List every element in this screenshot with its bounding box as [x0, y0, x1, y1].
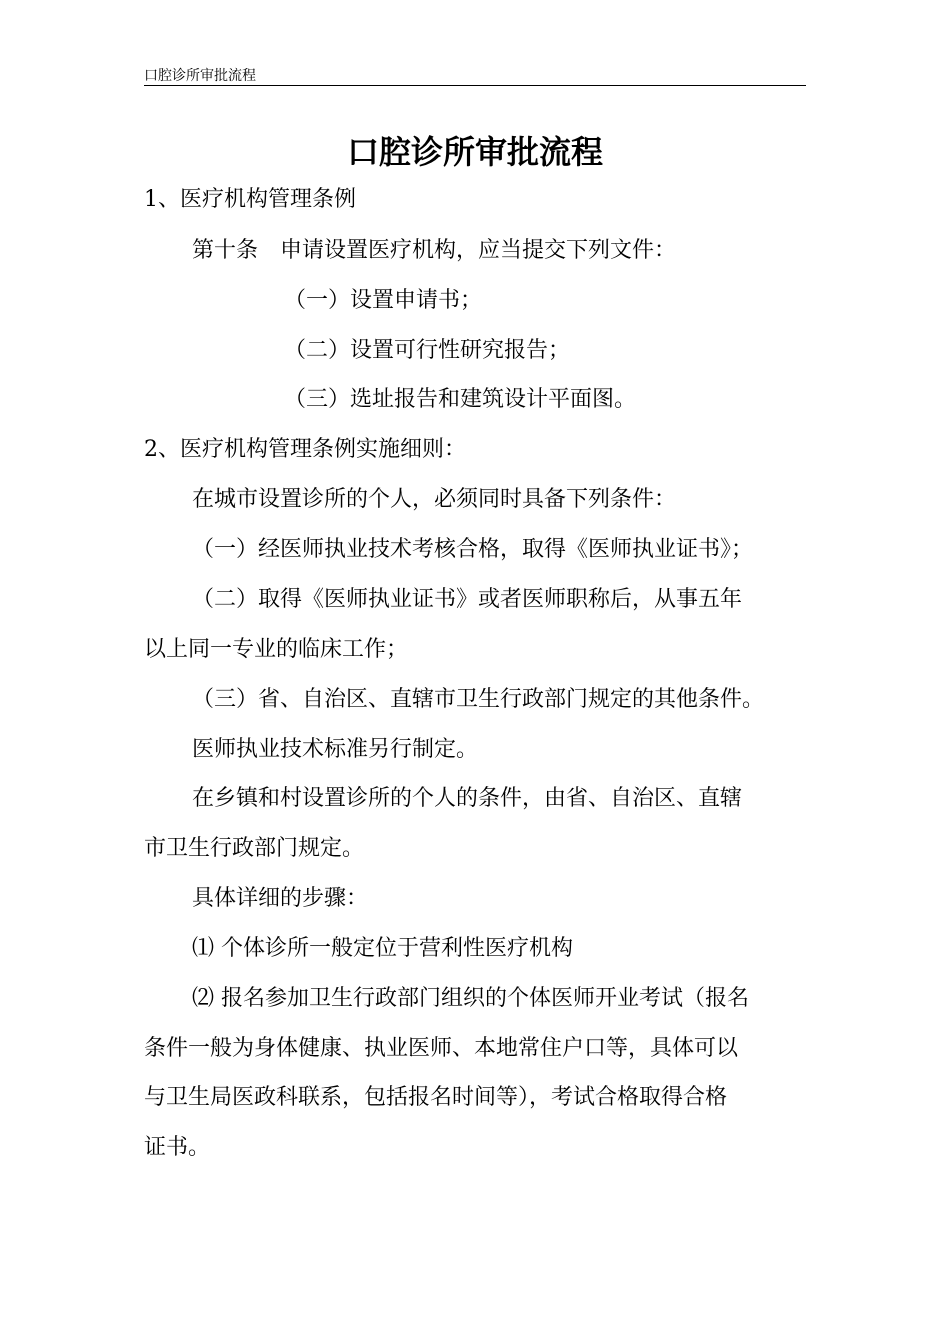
step-item: ⑵ 报名参加卫生行政部门组织的个体医师开业考试（报名 [192, 986, 749, 1011]
steps-heading: 具体详细的步骤： [192, 886, 369, 911]
document-title: 口腔诊所审批流程 [346, 133, 603, 171]
section-heading-1: 1、医疗机构管理条例 [144, 187, 356, 212]
list-item: （一）设置申请书； [284, 288, 483, 313]
section-heading-2: 2、医疗机构管理条例实施细则： [144, 437, 466, 462]
list-item: （二）设置可行性研究报告； [284, 338, 571, 363]
list-item: （二）取得《医师执业证书》或者医师职称后，从事五年 [192, 587, 743, 612]
running-header: 口腔诊所审批流程 [144, 68, 256, 84]
paragraph-continuation: 市卫生行政部门规定。 [144, 836, 365, 861]
step-item-continuation: 证书。 [144, 1135, 211, 1160]
paragraph: 在乡镇和村设置诊所的个人的条件，由省、自治区、直辖 [192, 786, 743, 811]
step-item: ⑴ 个体诊所一般定位于营利性医疗机构 [192, 936, 573, 961]
list-item: （三）省、自治区、直辖市卫生行政部门规定的其他条件。 [192, 687, 765, 712]
header-divider [144, 85, 806, 86]
step-item-continuation: 条件一般为身体健康、执业医师、本地常住户口等，具体可以 [144, 1036, 739, 1061]
article-ten: 第十条 申请设置医疗机构，应当提交下列文件： [192, 238, 677, 263]
paragraph: 医师执业技术标准另行制定。 [192, 737, 479, 762]
list-item: （三）选址报告和建筑设计平面图。 [284, 387, 637, 412]
step-item-continuation: 与卫生局医政科联系，包括报名时间等），考试合格取得合格 [144, 1085, 728, 1110]
paragraph: 在城市设置诊所的个人，必须同时具备下列条件： [192, 487, 677, 512]
list-item-continuation: 以上同一专业的临床工作； [144, 637, 409, 662]
list-item: （一）经医师执业技术考核合格，取得《医师执业证书》； [192, 537, 754, 562]
